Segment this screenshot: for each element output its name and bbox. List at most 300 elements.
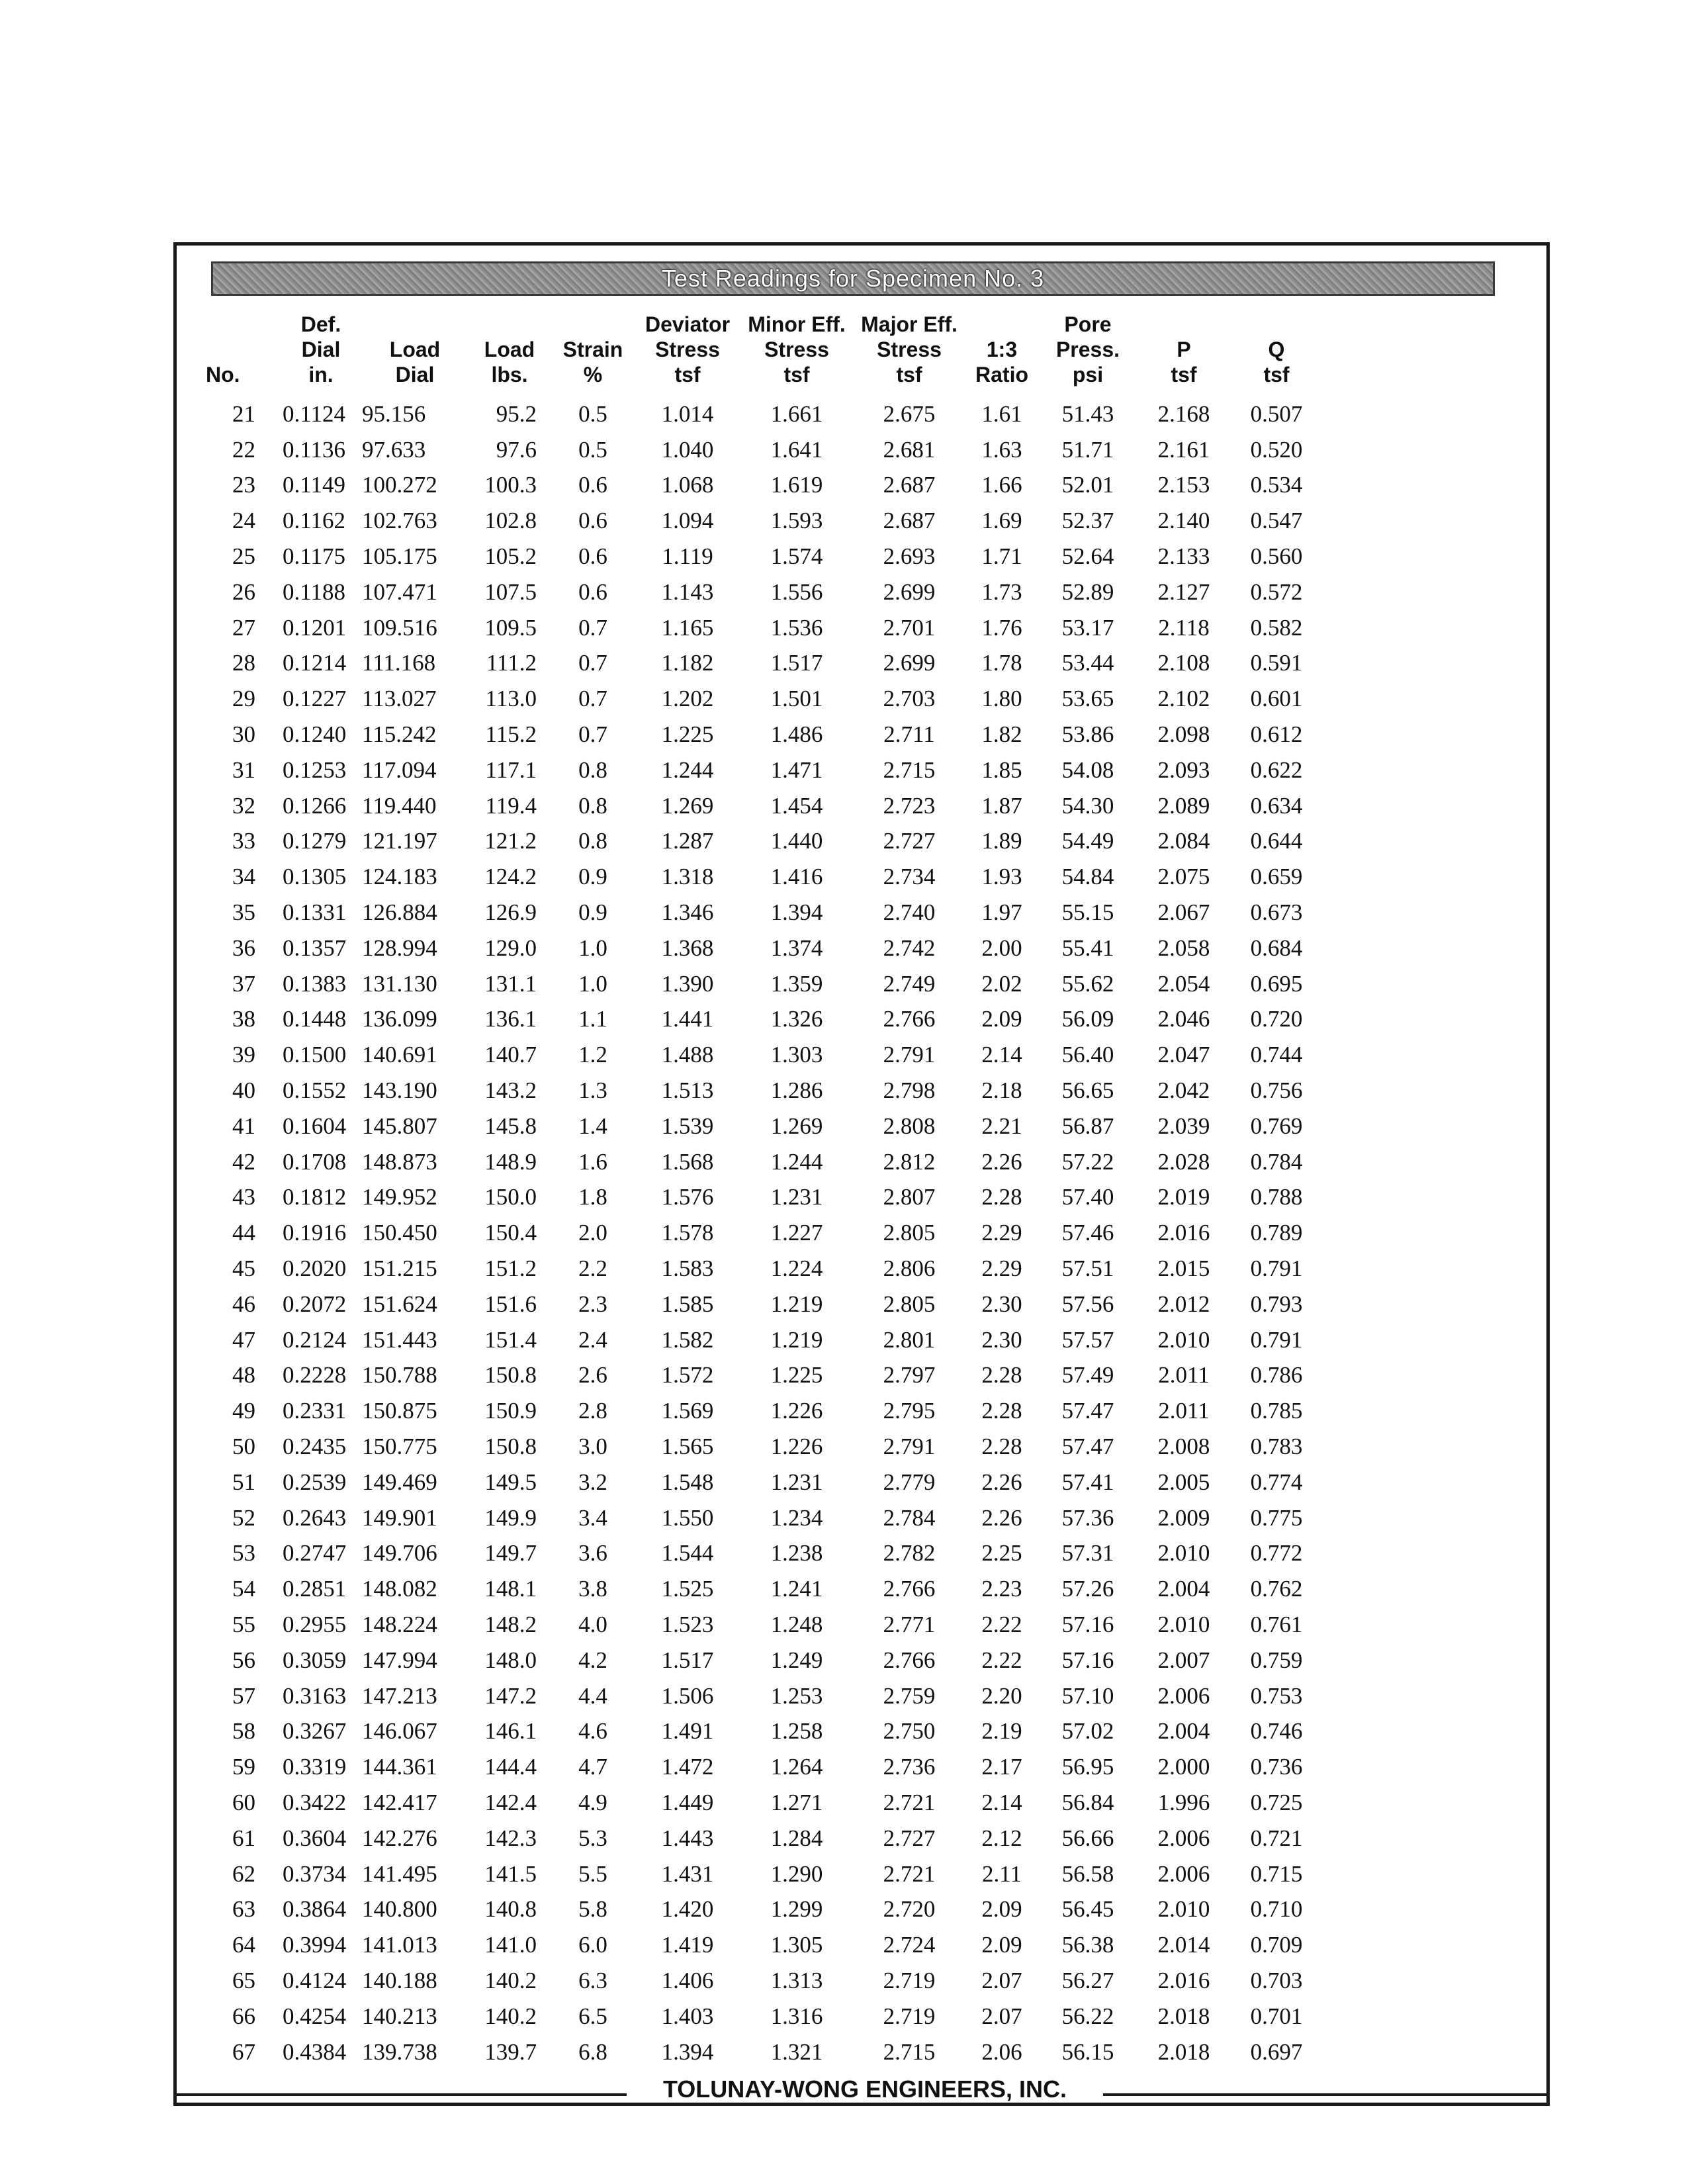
header-p <box>1137 312 1230 396</box>
cell-def-dial: 0.1279 <box>283 828 347 854</box>
cell-def-dial: 0.1383 <box>283 970 347 997</box>
cell-pore-press: 53.44 <box>1061 650 1114 676</box>
cell-no: 35 <box>232 899 255 926</box>
cell-pore-press: 52.64 <box>1061 543 1114 570</box>
cell-q: 0.634 <box>1250 792 1303 819</box>
cell-minor-eff-stress: 1.619 <box>770 472 823 498</box>
cell-major-eff-stress: 2.750 <box>883 1718 936 1745</box>
cell-load-lbs: 150.0 <box>484 1184 537 1210</box>
header-line: in. <box>308 363 334 387</box>
cell-p: 2.010 <box>1157 1326 1210 1353</box>
cell-q: 0.744 <box>1250 1042 1303 1068</box>
cell-no: 65 <box>232 1967 255 1993</box>
cell-def-dial: 0.2331 <box>283 1398 347 1424</box>
cell-ratio: 2.25 <box>981 1540 1022 1567</box>
cell-pore-press: 51.71 <box>1061 436 1114 463</box>
header-line: Q <box>1268 338 1285 361</box>
cell-load-lbs: 105.2 <box>484 543 537 570</box>
cell-q: 0.725 <box>1250 1789 1303 1815</box>
cell-pore-press: 57.31 <box>1061 1540 1114 1567</box>
cell-no: 47 <box>232 1326 255 1353</box>
cell-no: 24 <box>232 508 255 534</box>
cell-q: 0.507 <box>1250 400 1303 427</box>
cell-pore-press: 57.47 <box>1061 1398 1114 1424</box>
cell-strain: 5.8 <box>578 1896 607 1923</box>
cell-major-eff-stress: 2.734 <box>883 864 936 890</box>
header-line: Deviator <box>645 312 731 336</box>
cell-minor-eff-stress: 1.231 <box>770 1469 823 1495</box>
cell-ratio: 2.09 <box>981 1896 1022 1923</box>
cell-strain: 6.8 <box>578 2038 607 2065</box>
cell-pore-press: 54.84 <box>1061 864 1114 890</box>
cell-load-lbs: 97.6 <box>496 436 537 463</box>
readings-table <box>206 312 1323 2070</box>
cell-no: 32 <box>232 792 255 819</box>
cell-deviator-stress: 1.094 <box>661 508 714 534</box>
cell-def-dial: 0.2020 <box>283 1255 347 1282</box>
cell-major-eff-stress: 2.675 <box>883 400 936 427</box>
cell-no: 40 <box>232 1077 255 1104</box>
cell-pore-press: 53.17 <box>1061 614 1114 641</box>
cell-pore-press: 57.22 <box>1061 1148 1114 1175</box>
table-row <box>206 574 1323 610</box>
cell-pore-press: 52.89 <box>1061 578 1114 605</box>
header-line: tsf <box>674 363 701 387</box>
cell-q: 0.785 <box>1250 1398 1303 1424</box>
cell-major-eff-stress: 2.759 <box>883 1682 936 1709</box>
cell-load-dial: 150.875 <box>362 1398 437 1424</box>
footer-rule-left <box>177 2093 627 2096</box>
header-line: Pore <box>1064 312 1112 336</box>
cell-load-dial: 149.706 <box>362 1540 437 1567</box>
cell-p: 2.006 <box>1157 1825 1210 1851</box>
table-row <box>206 1678 1323 1714</box>
cell-strain: 0.7 <box>578 686 607 712</box>
cell-load-dial: 113.027 <box>362 686 437 712</box>
cell-pore-press: 56.45 <box>1061 1896 1114 1923</box>
cell-q: 0.775 <box>1250 1504 1303 1531</box>
cell-q: 0.697 <box>1250 2038 1303 2065</box>
cell-q: 0.736 <box>1250 1754 1303 1780</box>
cell-deviator-stress: 1.472 <box>661 1754 714 1780</box>
table-row <box>206 1891 1323 1927</box>
cell-major-eff-stress: 2.681 <box>883 436 936 463</box>
cell-major-eff-stress: 2.719 <box>883 2003 936 2029</box>
cell-strain: 0.5 <box>578 400 607 427</box>
cell-no: 63 <box>232 1896 255 1923</box>
table-row <box>206 931 1323 966</box>
cell-strain: 3.0 <box>578 1433 607 1459</box>
cell-q: 0.591 <box>1250 650 1303 676</box>
cell-load-lbs: 151.4 <box>484 1326 537 1353</box>
cell-load-lbs: 113.0 <box>485 686 537 712</box>
cell-def-dial: 0.1136 <box>283 436 345 463</box>
cell-major-eff-stress: 2.805 <box>883 1220 936 1246</box>
table-row <box>206 1963 1323 1999</box>
header-line <box>468 312 551 337</box>
header-line <box>1230 312 1323 337</box>
table-row <box>206 1073 1323 1109</box>
table-row <box>206 1749 1323 1785</box>
cell-p: 2.102 <box>1157 686 1210 712</box>
cell-load-lbs: 129.0 <box>484 934 537 961</box>
cell-load-lbs: 142.4 <box>484 1789 537 1815</box>
cell-ratio: 2.28 <box>981 1184 1022 1210</box>
cell-strain: 1.0 <box>578 970 607 997</box>
cell-pore-press: 57.41 <box>1061 1469 1114 1495</box>
cell-ratio: 2.19 <box>981 1718 1022 1745</box>
cell-major-eff-stress: 2.703 <box>883 686 936 712</box>
cell-load-lbs: 141.0 <box>484 1932 537 1958</box>
cell-deviator-stress: 1.225 <box>661 721 714 748</box>
cell-minor-eff-stress: 1.359 <box>770 970 823 997</box>
cell-major-eff-stress: 2.715 <box>883 2038 936 2065</box>
cell-strain: 6.3 <box>578 1967 607 1993</box>
cell-q: 0.769 <box>1250 1113 1303 1139</box>
cell-pore-press: 52.01 <box>1061 472 1114 498</box>
cell-strain: 2.2 <box>578 1255 607 1282</box>
cell-q: 0.788 <box>1250 1184 1303 1210</box>
cell-load-dial: 149.901 <box>362 1504 437 1531</box>
cell-load-lbs: 141.5 <box>484 1860 537 1887</box>
cell-load-dial: 117.094 <box>362 756 437 783</box>
cell-no: 55 <box>232 1611 255 1637</box>
cell-minor-eff-stress: 1.225 <box>770 1362 823 1388</box>
cell-q: 0.547 <box>1250 508 1303 534</box>
cell-pore-press: 56.27 <box>1061 1967 1114 1993</box>
cell-deviator-stress: 1.443 <box>661 1825 714 1851</box>
cell-q: 0.622 <box>1250 756 1303 783</box>
cell-pore-press: 57.47 <box>1061 1433 1114 1459</box>
table-row <box>206 503 1323 539</box>
cell-ratio: 2.26 <box>981 1504 1022 1531</box>
table-row <box>206 1821 1323 1856</box>
cell-deviator-stress: 1.182 <box>661 650 714 676</box>
header-def-dial <box>280 312 362 396</box>
cell-major-eff-stress: 2.724 <box>883 1932 936 1958</box>
cell-pore-press: 56.87 <box>1061 1113 1114 1139</box>
cell-ratio: 1.80 <box>981 686 1022 712</box>
cell-deviator-stress: 1.346 <box>661 899 714 926</box>
cell-ratio: 2.06 <box>981 2038 1022 2065</box>
cell-deviator-stress: 1.550 <box>661 1504 714 1531</box>
report-frame <box>173 242 1550 2106</box>
cell-load-dial: 148.873 <box>362 1148 437 1175</box>
cell-q: 0.582 <box>1250 614 1303 641</box>
cell-load-dial: 97.633 <box>362 436 426 463</box>
cell-no: 38 <box>232 1006 255 1032</box>
footer-rule-right <box>1103 2093 1546 2096</box>
cell-pore-press: 57.56 <box>1061 1291 1114 1317</box>
cell-load-lbs: 150.9 <box>484 1398 537 1424</box>
cell-minor-eff-stress: 1.244 <box>770 1148 823 1175</box>
cell-major-eff-stress: 2.727 <box>883 828 936 854</box>
header-line: P <box>1177 338 1191 361</box>
cell-major-eff-stress: 2.723 <box>883 792 936 819</box>
table-row <box>206 468 1323 504</box>
cell-load-lbs: 146.1 <box>484 1718 537 1745</box>
cell-q: 0.710 <box>1250 1896 1303 1923</box>
table-row <box>206 1358 1323 1394</box>
cell-load-lbs: 102.8 <box>484 508 537 534</box>
cell-load-lbs: 117.1 <box>485 756 537 783</box>
cell-no: 62 <box>232 1860 255 1887</box>
header-no <box>206 312 280 396</box>
cell-strain: 3.6 <box>578 1540 607 1567</box>
cell-strain: 4.6 <box>578 1718 607 1745</box>
cell-load-lbs: 111.2 <box>486 650 537 676</box>
cell-load-dial: 124.183 <box>362 864 437 890</box>
cell-load-lbs: 140.2 <box>484 2003 537 2029</box>
table-row <box>206 1500 1323 1536</box>
cell-deviator-stress: 1.568 <box>661 1148 714 1175</box>
cell-minor-eff-stress: 1.238 <box>770 1540 823 1567</box>
cell-load-dial: 140.188 <box>362 1967 437 1993</box>
cell-major-eff-stress: 2.766 <box>883 1576 936 1602</box>
cell-p: 2.153 <box>1157 472 1210 498</box>
cell-def-dial: 0.2072 <box>283 1291 347 1317</box>
cell-def-dial: 0.1253 <box>283 756 347 783</box>
cell-major-eff-stress: 2.749 <box>883 970 936 997</box>
cell-strain: 5.5 <box>578 1860 607 1887</box>
cell-ratio: 2.09 <box>981 1006 1022 1032</box>
cell-minor-eff-stress: 1.231 <box>770 1184 823 1210</box>
cell-major-eff-stress: 2.711 <box>883 721 935 748</box>
cell-load-dial: 139.738 <box>362 2038 437 2065</box>
cell-load-lbs: 115.2 <box>485 721 537 748</box>
cell-load-lbs: 140.7 <box>484 1042 537 1068</box>
cell-load-lbs: 126.9 <box>484 899 537 926</box>
cell-p: 2.140 <box>1157 508 1210 534</box>
cell-def-dial: 0.1604 <box>283 1113 347 1139</box>
cell-minor-eff-stress: 1.219 <box>770 1326 823 1353</box>
cell-ratio: 2.00 <box>981 934 1022 961</box>
cell-p: 2.018 <box>1157 2003 1210 2029</box>
cell-load-lbs: 147.2 <box>484 1682 537 1709</box>
cell-p: 2.161 <box>1157 436 1210 463</box>
cell-p: 2.133 <box>1157 543 1210 570</box>
cell-major-eff-stress: 2.812 <box>883 1148 936 1175</box>
cell-minor-eff-stress: 1.241 <box>770 1576 823 1602</box>
cell-p: 2.011 <box>1158 1362 1210 1388</box>
cell-p: 2.019 <box>1157 1184 1210 1210</box>
cell-no: 45 <box>232 1255 255 1282</box>
company-name: TOLUNAY-WONG ENGINEERS, INC. <box>662 2075 1067 2103</box>
cell-no: 66 <box>232 2003 255 2029</box>
cell-major-eff-stress: 2.720 <box>883 1896 936 1923</box>
cell-no: 44 <box>232 1220 255 1246</box>
table-row <box>206 1536 1323 1572</box>
cell-q: 0.560 <box>1250 543 1303 570</box>
cell-p: 2.168 <box>1157 400 1210 427</box>
table-row <box>206 1713 1323 1749</box>
cell-strain: 5.3 <box>578 1825 607 1851</box>
cell-minor-eff-stress: 1.258 <box>770 1718 823 1745</box>
cell-deviator-stress: 1.406 <box>661 1967 714 1993</box>
cell-no: 46 <box>232 1291 255 1317</box>
cell-deviator-stress: 1.390 <box>661 970 714 997</box>
cell-strain: 2.3 <box>578 1291 607 1317</box>
cell-q: 0.761 <box>1250 1611 1303 1637</box>
cell-p: 2.004 <box>1157 1718 1210 1745</box>
cell-minor-eff-stress: 1.326 <box>770 1006 823 1032</box>
cell-p: 2.016 <box>1157 1967 1210 1993</box>
cell-strain: 4.2 <box>578 1647 607 1673</box>
cell-minor-eff-stress: 1.224 <box>770 1255 823 1282</box>
table-row <box>206 1037 1323 1073</box>
cell-strain: 0.8 <box>578 756 607 783</box>
cell-load-lbs: 148.2 <box>484 1611 537 1637</box>
cell-pore-press: 56.15 <box>1061 2038 1114 2065</box>
cell-load-dial: 95.156 <box>362 400 426 427</box>
cell-pore-press: 54.30 <box>1061 792 1114 819</box>
cell-minor-eff-stress: 1.303 <box>770 1042 823 1068</box>
cell-load-dial: 142.276 <box>362 1825 437 1851</box>
cell-major-eff-stress: 2.687 <box>883 508 936 534</box>
cell-deviator-stress: 1.287 <box>661 828 714 854</box>
cell-q: 0.783 <box>1250 1433 1303 1459</box>
cell-p: 2.011 <box>1158 1398 1210 1424</box>
cell-def-dial: 0.1357 <box>283 934 347 961</box>
cell-def-dial: 0.3994 <box>283 1932 347 1958</box>
cell-def-dial: 0.3059 <box>283 1647 347 1673</box>
cell-def-dial: 0.1552 <box>283 1077 347 1104</box>
cell-ratio: 2.14 <box>981 1789 1022 1815</box>
cell-deviator-stress: 1.578 <box>661 1220 714 1246</box>
cell-ratio: 2.30 <box>981 1291 1022 1317</box>
cell-strain: 6.5 <box>578 2003 607 2029</box>
cell-strain: 2.0 <box>578 1220 607 1246</box>
cell-no: 21 <box>232 400 255 427</box>
cell-ratio: 2.07 <box>981 1967 1022 1993</box>
cell-no: 53 <box>232 1540 255 1567</box>
cell-deviator-stress: 1.449 <box>661 1789 714 1815</box>
cell-load-lbs: 149.7 <box>484 1540 537 1567</box>
header-line: tsf <box>1171 363 1197 387</box>
cell-pore-press: 57.40 <box>1061 1184 1114 1210</box>
cell-minor-eff-stress: 1.321 <box>770 2038 823 2065</box>
cell-major-eff-stress: 2.766 <box>883 1006 936 1032</box>
cell-minor-eff-stress: 1.661 <box>770 400 823 427</box>
cell-pore-press: 57.51 <box>1061 1255 1114 1282</box>
cell-def-dial: 0.1201 <box>283 614 347 641</box>
cell-pore-press: 54.49 <box>1061 828 1114 854</box>
cell-q: 0.791 <box>1250 1326 1303 1353</box>
cell-def-dial: 0.2747 <box>283 1540 347 1567</box>
cell-pore-press: 57.26 <box>1061 1576 1114 1602</box>
header-load-dial <box>362 312 468 396</box>
cell-minor-eff-stress: 1.501 <box>770 686 823 712</box>
cell-major-eff-stress: 2.784 <box>883 1504 936 1531</box>
cell-minor-eff-stress: 1.313 <box>770 1967 823 1993</box>
cell-p: 2.016 <box>1157 1220 1210 1246</box>
cell-pore-press: 54.08 <box>1061 756 1114 783</box>
cell-load-dial: 151.624 <box>362 1291 437 1317</box>
cell-p: 2.118 <box>1158 614 1210 641</box>
cell-pore-press: 57.57 <box>1061 1326 1114 1353</box>
header-line: Load <box>484 338 535 361</box>
table-header-row <box>206 312 1323 396</box>
cell-ratio: 2.28 <box>981 1398 1022 1424</box>
cell-q: 0.786 <box>1250 1362 1303 1388</box>
cell-minor-eff-stress: 1.269 <box>770 1113 823 1139</box>
table-row <box>206 646 1323 682</box>
cell-p: 2.039 <box>1157 1113 1210 1139</box>
cell-pore-press: 56.22 <box>1061 2003 1114 2029</box>
cell-deviator-stress: 1.014 <box>661 400 714 427</box>
table-row <box>206 788 1323 824</box>
cell-p: 2.014 <box>1157 1932 1210 1958</box>
cell-load-dial: 148.082 <box>362 1576 437 1602</box>
cell-no: 41 <box>232 1113 255 1139</box>
cell-minor-eff-stress: 1.416 <box>770 864 823 890</box>
cell-strain: 1.1 <box>578 1006 607 1032</box>
cell-p: 2.012 <box>1157 1291 1210 1317</box>
table-row <box>206 1144 1323 1180</box>
cell-load-lbs: 149.5 <box>484 1469 537 1495</box>
cell-major-eff-stress: 2.701 <box>883 614 936 641</box>
cell-p: 2.007 <box>1157 1647 1210 1673</box>
cell-no: 61 <box>232 1825 255 1851</box>
cell-load-lbs: 100.3 <box>484 472 537 498</box>
cell-no: 67 <box>232 2038 255 2065</box>
cell-p: 2.008 <box>1157 1433 1210 1459</box>
cell-load-lbs: 145.8 <box>484 1113 537 1139</box>
cell-load-lbs: 119.4 <box>485 792 537 819</box>
cell-minor-eff-stress: 1.219 <box>770 1291 823 1317</box>
cell-ratio: 2.09 <box>981 1932 1022 1958</box>
header-line: Stress <box>764 338 829 361</box>
header-line: Def. <box>300 312 341 336</box>
cell-pore-press: 57.10 <box>1061 1682 1114 1709</box>
cell-q: 0.572 <box>1250 578 1303 605</box>
header-line <box>965 312 1038 337</box>
cell-deviator-stress: 1.582 <box>661 1326 714 1353</box>
cell-deviator-stress: 1.491 <box>661 1718 714 1745</box>
table-row <box>206 1287 1323 1322</box>
cell-p: 2.018 <box>1157 2038 1210 2065</box>
cell-major-eff-stress: 2.740 <box>883 899 936 926</box>
header-major-eff-stress <box>853 312 965 396</box>
cell-minor-eff-stress: 1.271 <box>770 1789 823 1815</box>
table-title: Test Readings for Specimen No. 3 <box>661 265 1045 292</box>
table-row <box>206 1215 1323 1251</box>
cell-load-dial: 126.884 <box>362 899 437 926</box>
cell-deviator-stress: 1.420 <box>661 1896 714 1923</box>
table-row <box>206 1643 1323 1678</box>
cell-def-dial: 0.3319 <box>283 1754 347 1780</box>
cell-major-eff-stress: 2.782 <box>883 1540 936 1567</box>
header-line: Press. <box>1055 338 1120 361</box>
cell-load-lbs: 136.1 <box>484 1006 537 1032</box>
cell-def-dial: 0.1916 <box>283 1220 347 1246</box>
cell-minor-eff-stress: 1.641 <box>770 436 823 463</box>
table-row <box>206 610 1323 646</box>
cell-major-eff-stress: 2.699 <box>883 578 936 605</box>
cell-ratio: 2.21 <box>981 1113 1022 1139</box>
table-row <box>206 752 1323 788</box>
cell-load-lbs: 148.1 <box>484 1576 537 1602</box>
cell-major-eff-stress: 2.771 <box>883 1611 936 1637</box>
cell-q: 0.520 <box>1250 436 1303 463</box>
cell-major-eff-stress: 2.808 <box>883 1113 936 1139</box>
cell-strain: 0.9 <box>578 864 607 890</box>
cell-def-dial: 0.2124 <box>283 1326 347 1353</box>
cell-q: 0.601 <box>1250 686 1303 712</box>
table-row <box>206 966 1323 1002</box>
cell-def-dial: 0.1175 <box>283 543 345 570</box>
cell-pore-press: 57.46 <box>1061 1220 1114 1246</box>
